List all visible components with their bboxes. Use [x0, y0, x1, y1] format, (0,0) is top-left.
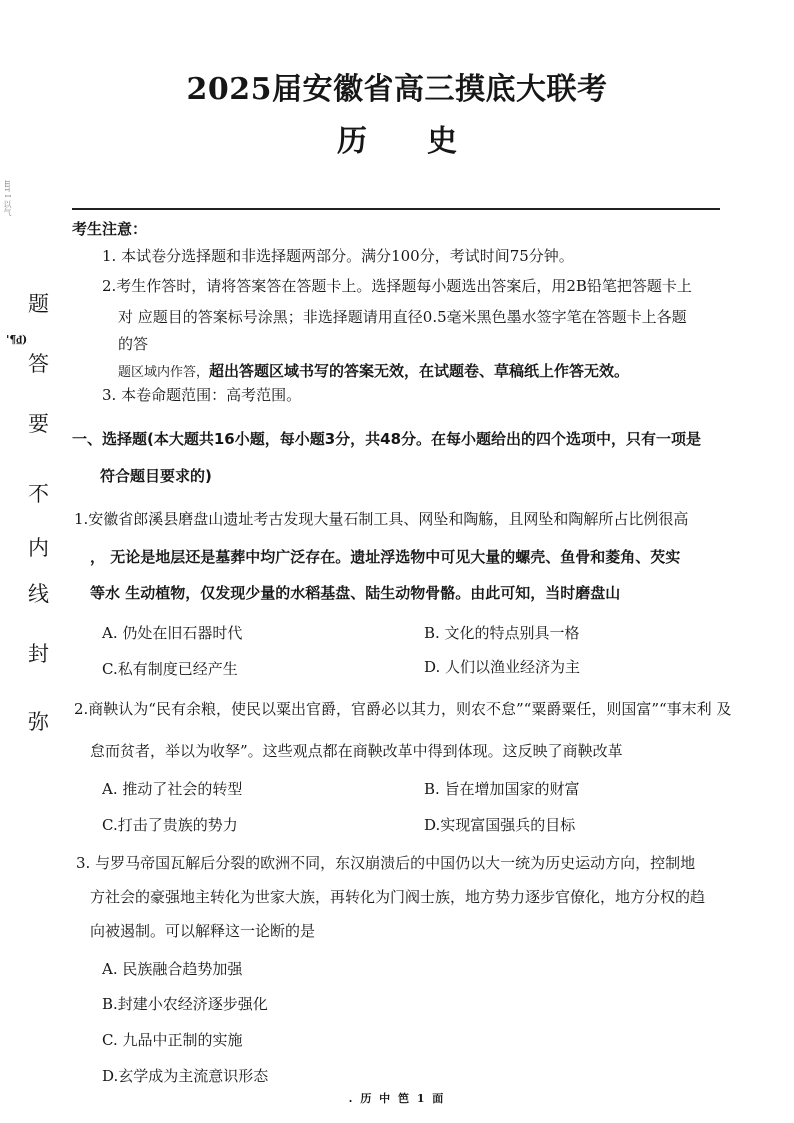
- page-footer: . 历 中 笆 1 面: [348, 1092, 446, 1105]
- q3-stem-line-2: 方社会的豪强地主转化为世家大族，再转化为门阀士族，地方势力逐步官僚化，地方分权的趋: [90, 888, 706, 906]
- notice-item-2-line-3: 的答: [118, 335, 149, 353]
- notice-item-3: 3. 本卷命题范围：高考范围。: [102, 386, 302, 404]
- margin-mark: '¶₫): [6, 333, 28, 346]
- seal-char-8: 弥: [28, 710, 49, 734]
- q2-option-d: D.实现富国强兵的目标: [424, 816, 576, 834]
- q1-option-a: A. 仍处在旧石器时代: [102, 624, 243, 642]
- seal-char-1: 题: [28, 292, 49, 316]
- notice-item-2-line-4a: 题区域内作答，: [118, 365, 210, 380]
- q2-option-b: B. 旨在增加国家的财富: [424, 780, 580, 798]
- q3-option-d: D.玄学成为主流意识形态: [102, 1067, 269, 1085]
- q2-option-a: A. 推动了社会的转型: [102, 780, 243, 798]
- q1-option-b: B. 文化的特点别具一格: [424, 624, 580, 642]
- q1-stem-line-1: 1.安徽省郎溪县磨盘山遗址考古发现大量石制工具、网坠和陶觞，且网坠和陶解所占比例很高: [74, 510, 689, 528]
- q1-option-d: D. 人们以渔业经济为主: [424, 658, 581, 676]
- q2-option-c: C.打击了贵族的势力: [102, 816, 238, 834]
- notice-item-1: 1. 本试卷分选择题和非选择题两部分。满分100分，考试时间75分钟。: [102, 247, 574, 265]
- subject-title: 历史: [337, 124, 517, 159]
- exam-title: 2025届安徽省高三摸底大联考: [186, 72, 608, 107]
- q3-option-a: A. 民族融合趋势加强: [102, 960, 243, 978]
- section-heading-line-2: 符合题目要求的): [100, 467, 212, 485]
- q3-option-c: C. 九品中正制的实施: [102, 1031, 243, 1049]
- section-heading-line-1: 一、选择题(本大题共16小题，每小题3分，共48分。在每小题给出的四个选项中，只有一项是: [72, 430, 702, 448]
- header-rule: [72, 208, 720, 210]
- seal-char-5: 内: [28, 536, 49, 560]
- seal-char-4: 不: [28, 482, 49, 506]
- seal-char-7: 封: [28, 642, 49, 666]
- seal-char-6: 线: [28, 582, 49, 606]
- q3-stem-line-3: 向被遏制。可以解释这一论断的是: [90, 922, 316, 940]
- notice-item-2-line-2: 对 应题目的答案标号涂黑；非选择题请用直径0.5毫米黑色墨水签字笔在答题卡上各题: [118, 308, 687, 326]
- seal-char-2: 答: [28, 352, 49, 376]
- margin-note: шт I 以气: [3, 180, 12, 217]
- q2-stem-line-1: 2.商鞅认为“民有余粮，使民以粟出官爵，官爵必以其力，则农不怠”“粟爵粟任，则国富”“事末利 及: [74, 700, 732, 718]
- notice-item-2-line-1: 2.考生作答时，请将答案答在答题卡上。选择题每小题选出答案后，用2B铅笔把答题卡上: [102, 277, 692, 295]
- seal-char-3: 要: [28, 412, 49, 436]
- q1-stem-line-2: ， 无论是地层还是墓葬中均广泛存在。遗址浮选物中可见大量的螺壳、鱼骨和菱角、芡实: [90, 548, 681, 566]
- q1-option-c: C.私有制度已经产生: [102, 660, 238, 678]
- q1-stem-line-3: 等水 生动植物，仅发现少量的水稻基盘、陆生动物骨骼。由此可知，当时磨盘山: [90, 584, 621, 602]
- q2-stem-line-2: 怠而贫者，举以为收孥”。这些观点都在商鞅改革中得到体现。这反映了商鞅改革: [90, 742, 623, 760]
- notice-heading: 考生注意：: [72, 220, 148, 238]
- q3-option-b: B.封建小农经济逐步强化: [102, 995, 268, 1013]
- notice-item-2-line-4b: 超出答题区域书写的答案无效，在试题卷、草稿纸上作答无效。: [209, 362, 630, 380]
- q3-stem-line-1: 3. 与罗马帝国瓦解后分裂的欧洲不同，东汉崩溃后的中国仍以大一统为历史运动方向，控制地: [76, 854, 696, 872]
